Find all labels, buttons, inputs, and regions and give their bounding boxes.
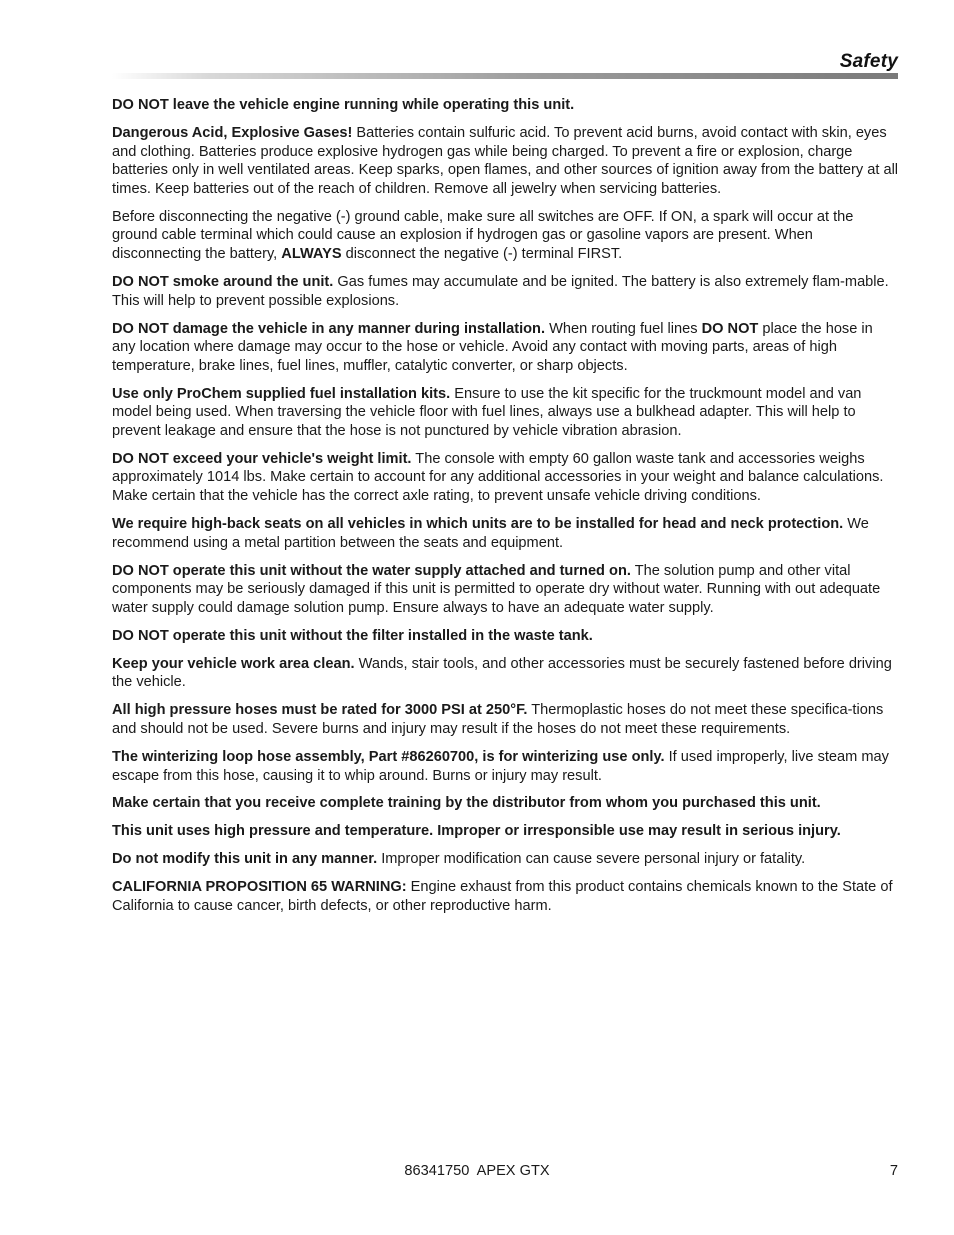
paragraph-lead: DO NOT smoke around the unit. [112,273,334,290]
safety-paragraph [112,822,900,841]
safety-paragraph [112,124,900,198]
header-rule [112,73,898,79]
paragraph-text: The solution pump and other vital components may be seriously damaged if this unit is permitted to operate dry without water. Running with out adequate water supply could damage solution pump. Ensure always to have an adequate water supply. [112,562,881,616]
paragraph-lead: All high pressure hoses must be rated for 3000 PSI at 250°F. [112,702,528,719]
safety-paragraph [112,96,900,115]
safety-paragraph [112,515,900,552]
paragraph-lead: The winterizing loop hose assembly, Part #86260700, is for winterizing use only. [112,748,665,765]
safety-text-body [112,96,900,925]
paragraph-lead: DO NOT leave the vehicle engine running while operating this unit. [112,97,575,113]
safety-paragraph [112,701,900,738]
paragraph-lead: DO NOT operate this unit without the filter installed in the waste tank. [112,627,593,644]
paragraph-text: Improper modification can cause severe personal injury or fatality. [377,851,806,868]
paragraph-emphasis: DO NOT [701,320,759,337]
safety-paragraph [112,627,900,646]
paragraph-lead: Keep your vehicle work area clean. [112,655,355,672]
safety-paragraph [112,320,900,376]
safety-paragraph [112,385,900,441]
footer-document-id: 86341750 APEX GTX [404,1163,550,1179]
paragraph-emphasis: ALWAYS [281,245,342,262]
safety-paragraph [112,273,900,310]
safety-paragraph [112,655,900,692]
paragraph-lead: This unit uses high pressure and temperature. Improper or irresponsible use may result in serious injury. [112,823,841,840]
safety-paragraph [112,748,900,785]
paragraph-lead: Make certain that you receive complete training by the distributor from whom you purchased this unit. [112,795,821,812]
paragraph-lead: Dangerous Acid, Explosive Gases! [112,124,353,141]
paragraph-text: When routing fuel lines [545,320,702,337]
paragraph-text-continued: place the hose in any location where damage may occur to the hose or vehicle. Avoid any contact with moving parts, areas of high temperature, brake lines, fuel lines, muffler, catalytic converter, or sharp objects. [112,320,873,374]
page-number: 7 [889,1163,898,1179]
paragraph-lead: We require high-back seats on all vehicles in which units are to be installed for head and neck protection. [112,516,844,533]
section-title: Safety [839,51,898,72]
paragraph-text: Wands, stair tools, and other accessories must be securely fastened before driving the vehicle. [112,655,892,691]
paragraph-text: We recommend using a metal partition between the seats and equipment. [112,516,869,551]
safety-paragraph [112,878,900,915]
paragraph-text: Ensure to use the kit specific for the truckmount model and van model being used. When traversing the vehicle floor with fuel lines, always use a bulkhead adapter. This will help to prevent leakage and ensure that the hose is not punctured by vehicle vibration abrasion. [112,385,862,439]
safety-paragraph [112,850,900,869]
paragraph-text-continued: disconnect the negative (-) terminal FIRST. [341,245,623,262]
paragraph-text: If used improperly, live steam may escape from this hose, causing it to whip around. Burns or injury may result. [112,748,889,784]
paragraph-lead: CALIFORNIA PROPOSITION 65 WARNING: [112,879,407,896]
paragraph-lead: DO NOT damage the vehicle in any manner during installation. [112,320,546,337]
paragraph-lead: Do not modify this unit in any manner. [112,851,378,868]
paragraph-text: Thermoplastic hoses do not meet these specifica-tions and should not be used. Severe burns and injury may result if the hoses do not meet these requirements. [112,702,884,737]
paragraph-text: The console with empty 60 gallon waste tank and accessories weighs approximately 1014 lbs. Make certain to account for any additional accessories in your weight and balance calculations. Make certain that the vehicle has the correct axle rating, to prevent unsafe vehicle driving conditions. [112,450,884,505]
paragraph-text: Gas fumes may accumulate and be ignited. The battery is also extremely flam-mable. This will help to prevent possible explosions. [112,273,889,309]
safety-paragraph [112,208,900,264]
paragraph-text: Engine exhaust from this product contains chemicals known to the State of California to cause cancer, birth defects, or other reproductive harm. [112,879,893,915]
paragraph-text: Batteries contain sulfuric acid. To prevent acid burns, avoid contact with skin, eyes and clothing. Batteries produce explosive hydrogen gas while being charged. To prevent a fire or explosion, charge batteries only in well ventilated areas. Keep sparks, open flames, and other sources of ignition away from the battery at all times. Keep batteries out of the reach of children. Remove all jewelry when servicing batteries. [112,124,899,197]
safety-paragraph [112,794,900,813]
paragraph-lead: Use only ProChem supplied fuel installation kits. [112,385,451,402]
paragraph-text: Before disconnecting the negative (-) ground cable, make sure all switches are OFF. If ON, a spark will occur at the ground cable terminal which could cause an explosion if hydrogen gas or gasoline vapors are present. When disconnecting the battery, [112,208,854,262]
safety-paragraph [112,450,900,506]
safety-paragraph [112,562,900,618]
paragraph-lead: DO NOT exceed your vehicle's weight limit. [112,450,412,467]
paragraph-lead: DO NOT operate this unit without the water supply attached and turned on. [112,562,631,579]
